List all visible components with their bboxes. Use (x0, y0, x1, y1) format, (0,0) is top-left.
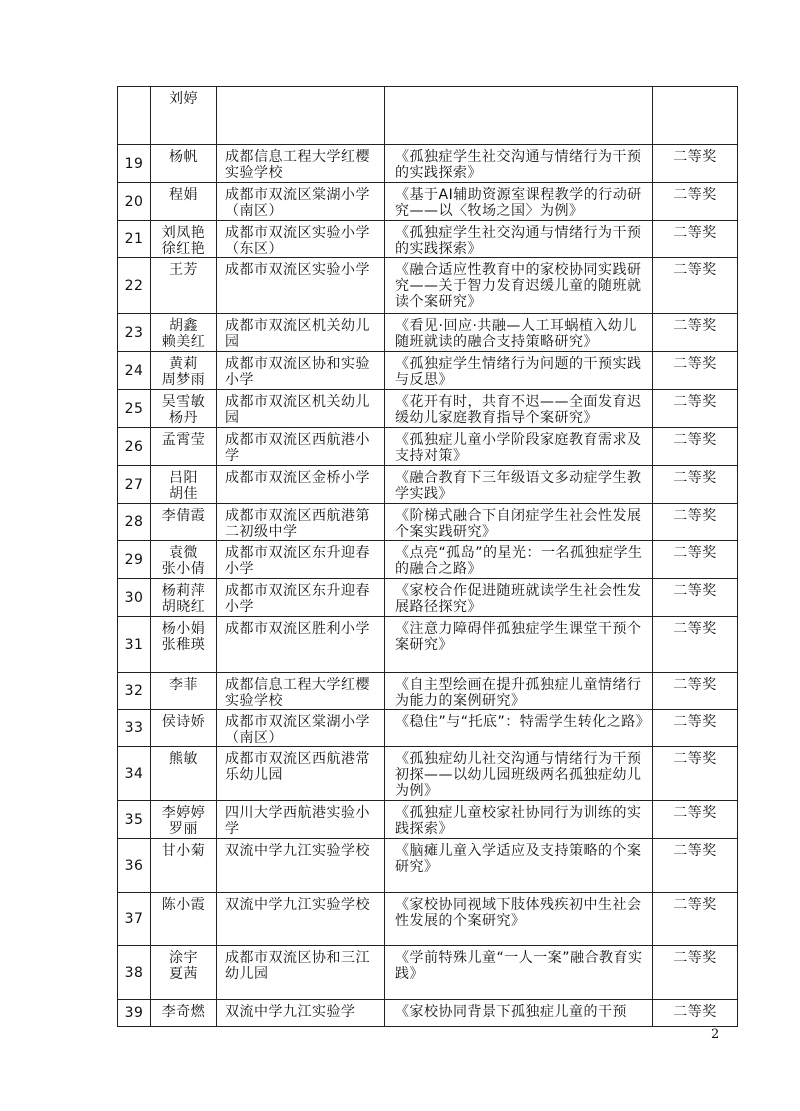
school-name: 成都市双流区机关幼儿园 (217, 390, 385, 428)
table-row (118, 1000, 738, 1027)
paper-title (385, 87, 653, 145)
table-row (118, 893, 738, 946)
author-names (151, 314, 217, 352)
author-names (151, 617, 217, 673)
table-row (118, 617, 738, 673)
row-number: 30 (118, 579, 151, 617)
row-number: 32 (118, 673, 151, 710)
author-name: 罗丽 (169, 821, 198, 837)
table-row (118, 541, 738, 579)
table-row (118, 839, 738, 893)
row-number: 28 (118, 504, 151, 541)
school-name: 成都市双流区实验小学 (217, 258, 385, 314)
paper-title: 《花开有时，共育不迟——全面发育迟缓幼儿家庭教育指导个案研究》 (385, 390, 653, 428)
table-row (118, 221, 738, 258)
row-number: 24 (118, 352, 151, 390)
author-names (151, 1000, 217, 1027)
author-name: 刘凤艳 (161, 225, 206, 241)
award-level: 二等奖 (653, 314, 738, 352)
table-row (118, 183, 738, 221)
row-number: 33 (118, 710, 151, 747)
row-number: 29 (118, 541, 151, 579)
author-names (151, 946, 217, 1000)
award-level: 二等奖 (653, 579, 738, 617)
author-names (151, 466, 217, 504)
paper-title: 《注意力障碍伴孤独症学生课堂干预个案研究》 (385, 617, 653, 673)
author-names (151, 87, 217, 145)
table-row (118, 710, 738, 747)
table-row (118, 466, 738, 504)
row-number: 37 (118, 893, 151, 946)
award-level (653, 87, 738, 145)
author-names (151, 541, 217, 579)
table-row (118, 258, 738, 314)
paper-title: 《家校协同背景下孤独症儿童的干预 (385, 1000, 653, 1027)
award-table (117, 86, 738, 1027)
school-name: 成都市双流区西航港第二初级中学 (217, 504, 385, 541)
author-name: 吕阳 (169, 470, 198, 486)
author-name: 孟霄莹 (161, 432, 206, 448)
award-level: 二等奖 (653, 466, 738, 504)
school-name: 成都市双流区金桥小学 (217, 466, 385, 504)
author-name: 杨丹 (169, 410, 198, 426)
author-name: 杨莉萍 (161, 583, 206, 599)
paper-title: 《阶梯式融合下自闭症学生社会性发展个案实践研究》 (385, 504, 653, 541)
paper-title: 《孤独症学生社交沟通与情绪行为干预的实践探索》 (385, 221, 653, 258)
award-level: 二等奖 (653, 617, 738, 673)
award-level: 二等奖 (653, 893, 738, 946)
award-level: 二等奖 (653, 541, 738, 579)
author-names (151, 747, 217, 801)
row-number: 20 (118, 183, 151, 221)
row-number: 26 (118, 428, 151, 466)
author-names (151, 221, 217, 258)
author-names (151, 710, 217, 747)
table-row (118, 352, 738, 390)
table-row (118, 314, 738, 352)
school-name: 成都市双流区西航港常乐幼儿园 (217, 747, 385, 801)
award-level: 二等奖 (653, 390, 738, 428)
author-names (151, 390, 217, 428)
author-name: 刘婷 (169, 91, 198, 107)
table-row (118, 390, 738, 428)
author-name: 张稚瑛 (161, 637, 206, 653)
paper-title: 《孤独症学生社交沟通与情绪行为干预的实践探索》 (385, 145, 653, 183)
school-name: 成都信息工程大学红樱实验学校 (217, 145, 385, 183)
author-name: 陈小霞 (161, 897, 206, 913)
paper-title: 《融合适应性教育中的家校协同实践研究——关于智力发育迟缓儿童的随班就读个案研究》 (385, 258, 653, 314)
paper-title: 《家校协同视域下肢体残疾初中生社会性发展的个案研究》 (385, 893, 653, 946)
award-level: 二等奖 (653, 428, 738, 466)
author-names (151, 839, 217, 893)
table-row (118, 673, 738, 710)
award-level: 二等奖 (653, 747, 738, 801)
table-row (118, 579, 738, 617)
school-name: 成都市双流区西航港小学 (217, 428, 385, 466)
author-name: 涂宇 (169, 950, 198, 966)
author-name: 李菲 (169, 677, 198, 693)
author-names (151, 352, 217, 390)
paper-title: 《脑瘫儿童入学适应及支持策略的个案研究》 (385, 839, 653, 893)
paper-title: 《基于AI辅助资源室课程教学的行动研究——以〈牧场之国〉为例》 (385, 183, 653, 221)
author-names (151, 183, 217, 221)
row-number: 39 (118, 1000, 151, 1027)
paper-title: 《自主型绘画在提升孤独症儿童情绪行为能力的案例研究》 (385, 673, 653, 710)
author-names (151, 673, 217, 710)
table-row (118, 504, 738, 541)
author-name: 侯诗娇 (161, 714, 206, 730)
author-name: 周梦雨 (161, 372, 206, 388)
paper-title: 《学前特殊儿童“一人一案”融合教育实践》 (385, 946, 653, 1000)
table-row (118, 946, 738, 1000)
author-name: 吴雪敏 (161, 394, 206, 410)
row-number: 31 (118, 617, 151, 673)
author-name: 李倩霞 (161, 508, 206, 524)
school-name: 成都市双流区东升迎春小学 (217, 579, 385, 617)
author-name: 胡鑫 (169, 318, 198, 334)
author-name: 张小倩 (161, 561, 206, 577)
author-name: 黄莉 (169, 356, 198, 372)
school-name: 成都市双流区胜利小学 (217, 617, 385, 673)
table-row (118, 747, 738, 801)
paper-title: 《点亮“孤岛”的星光：一名孤独症学生的融合之路》 (385, 541, 653, 579)
award-level: 二等奖 (653, 839, 738, 893)
award-level: 二等奖 (653, 710, 738, 747)
paper-title: 《孤独症儿童小学阶段家庭教育需求及支持对策》 (385, 428, 653, 466)
school-name (217, 87, 385, 145)
row-number: 22 (118, 258, 151, 314)
paper-title: 《家校合作促进随班就读学生社会性发展路径探究》 (385, 579, 653, 617)
paper-title: 《孤独症幼儿社交沟通与情绪行为干预初探——以幼儿园班级两名孤独症幼儿为例》 (385, 747, 653, 801)
school-name: 双流中学九江实验学校 (217, 839, 385, 893)
author-name: 杨小娟 (161, 621, 206, 637)
award-level: 二等奖 (653, 801, 738, 839)
row-number: 34 (118, 747, 151, 801)
author-name: 王芳 (169, 262, 198, 278)
award-level: 二等奖 (653, 1000, 738, 1027)
author-names (151, 258, 217, 314)
award-level: 二等奖 (653, 504, 738, 541)
author-name: 赖美红 (161, 334, 206, 350)
school-name: 双流中学九江实验学 (217, 1000, 385, 1027)
author-name: 徐红艳 (161, 241, 206, 257)
author-name: 程娟 (169, 187, 198, 203)
author-name: 熊敏 (169, 751, 198, 767)
author-names (151, 145, 217, 183)
school-name: 成都市双流区棠湖小学（南区） (217, 183, 385, 221)
table-row (118, 428, 738, 466)
paper-title: 《看见·回应·共融—人工耳蜗植入幼儿随班就读的融合支持策略研究》 (385, 314, 653, 352)
row-number: 36 (118, 839, 151, 893)
paper-title: 《稳住”与“托底”：特需学生转化之路》 (385, 710, 653, 747)
paper-title: 《孤独症儿童校家社协同行为训练的实践探索》 (385, 801, 653, 839)
author-name: 胡佳 (169, 486, 198, 502)
school-name: 成都信息工程大学红樱实验学校 (217, 673, 385, 710)
author-names (151, 801, 217, 839)
paper-title: 《孤独症学生情绪行为问题的干预实践与反思》 (385, 352, 653, 390)
author-names (151, 579, 217, 617)
author-name: 甘小菊 (161, 843, 206, 859)
school-name: 成都市双流区实验小学（东区） (217, 221, 385, 258)
row-number (118, 87, 151, 145)
table-row (118, 87, 738, 145)
author-names (151, 428, 217, 466)
table-row (118, 145, 738, 183)
paper-title: 《融合教育下三年级语文多动症学生教学实践》 (385, 466, 653, 504)
author-name: 夏茜 (169, 966, 198, 982)
row-number: 23 (118, 314, 151, 352)
table-row (118, 801, 738, 839)
award-level: 二等奖 (653, 946, 738, 1000)
award-level: 二等奖 (653, 673, 738, 710)
row-number: 27 (118, 466, 151, 504)
author-names (151, 893, 217, 946)
school-name: 成都市双流区棠湖小学（南区） (217, 710, 385, 747)
row-number: 21 (118, 221, 151, 258)
row-number: 35 (118, 801, 151, 839)
award-level: 二等奖 (653, 352, 738, 390)
school-name: 双流中学九江实验学校 (217, 893, 385, 946)
school-name: 四川大学西航港实验小学 (217, 801, 385, 839)
award-level: 二等奖 (653, 258, 738, 314)
school-name: 成都市双流区东升迎春小学 (217, 541, 385, 579)
award-level: 二等奖 (653, 145, 738, 183)
author-name: 杨帆 (169, 149, 198, 165)
award-level: 二等奖 (653, 221, 738, 258)
author-name: 李奇燃 (161, 1004, 206, 1020)
row-number: 38 (118, 946, 151, 1000)
school-name: 成都市双流区协和三江幼儿园 (217, 946, 385, 1000)
author-name: 胡晓红 (161, 599, 206, 615)
row-number: 25 (118, 390, 151, 428)
author-name: 李婷婷 (161, 805, 206, 821)
author-name: 袁微 (169, 545, 198, 561)
row-number: 19 (118, 145, 151, 183)
page-number: 2 (711, 1027, 720, 1042)
author-names (151, 504, 217, 541)
school-name: 成都市双流区协和实验小学 (217, 352, 385, 390)
award-level: 二等奖 (653, 183, 738, 221)
school-name: 成都市双流区机关幼儿园 (217, 314, 385, 352)
